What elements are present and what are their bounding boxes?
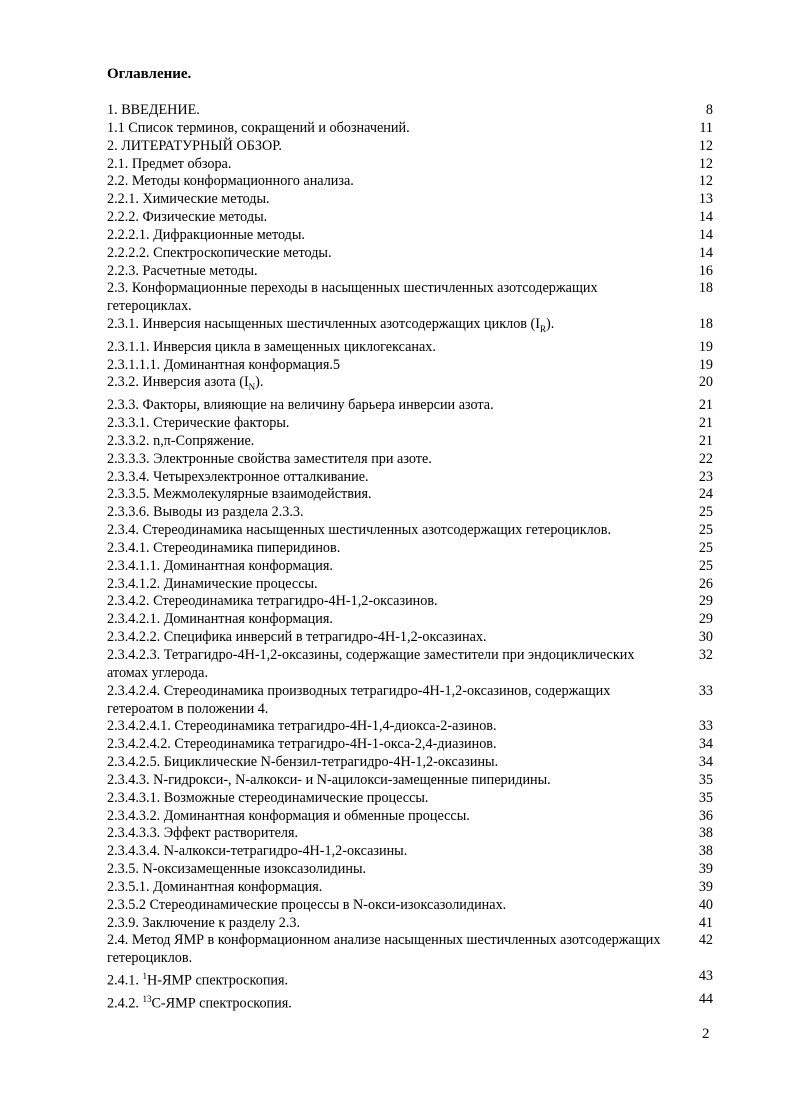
toc-entry-title: 2.2.2.2. Спектроскопические методы. [107, 244, 332, 261]
toc-entry-page: 18 [698, 280, 713, 297]
toc-entry-page: 35 [698, 771, 713, 788]
toc-entry [107, 593, 713, 611]
toc-entry-page: 38 [698, 825, 713, 842]
toc-entry-page: 12 [698, 137, 713, 154]
page-number: 2 [702, 1026, 710, 1042]
toc-entry [107, 280, 713, 316]
toc-entry [107, 718, 713, 736]
toc-entry-title: 2.3.4.2.4.2. Стереодинамика тетрагидро-4Н-1-окса-2,4-диазинов. [107, 736, 497, 753]
toc-entry [107, 576, 713, 594]
toc-entry [107, 736, 713, 754]
toc-entry-title: 2.3.4.3.3. Эффект растворителя. [107, 825, 299, 842]
toc-entry-page: 38 [698, 843, 713, 860]
toc-entry-title: 2.4.2. $^{13}$С-ЯМР спектроскопия. [107, 993, 292, 1012]
toc-entry [107, 915, 713, 933]
toc-entry-page: 14 [698, 209, 713, 226]
toc-entry [107, 469, 713, 487]
toc-entry-title: 2.3.1. Инверсия насыщенных шестичленных азотсодержащих циклов $(I_R)$. [107, 316, 555, 334]
toc-entry-page: 33 [698, 718, 713, 735]
toc-entry [107, 611, 713, 629]
toc-heading: Оглавление. [107, 66, 192, 82]
toc-entry-page: 25 [698, 557, 713, 574]
toc-entry-title: 2.2.1. Химические методы. [107, 191, 270, 208]
toc-entry [107, 683, 713, 719]
toc-entry-title: 2.3.4.2. Стереодинамика тетрагидро-4Н-1,2-оксазинов. [107, 593, 438, 610]
toc-entry-page: 40 [698, 896, 713, 913]
toc-entry [107, 486, 713, 504]
toc-entry [107, 879, 713, 897]
toc-entry [107, 843, 713, 861]
toc-entry-title: 2.3.3. Факторы, влияющие на величину барьера инверсии азота. [107, 397, 494, 414]
toc-entry-title: 2.3.4.2.4.1. Стереодинамика тетрагидро-4Н-1,4-диокса-2-азинов. [107, 718, 497, 735]
toc-entry-page: 13 [698, 191, 713, 208]
toc-entry [107, 156, 713, 174]
toc-entry-title: 2.3.5.1. Доминантная конформация. [107, 878, 323, 895]
toc-entry [107, 173, 713, 191]
toc-entry [107, 102, 713, 120]
toc-entry-title: 2.3.4.2.1. Доминантная конформация. [107, 611, 333, 628]
toc-entry [107, 647, 713, 683]
toc-entry-title: 2.3.4.3. N-гидрокси-, N-алкокси- и N-ацилокси-замещенные пиперидины. [107, 771, 551, 788]
table-of-contents [107, 102, 713, 1013]
toc-entry-page: 35 [698, 789, 713, 806]
toc-entry-title: 2.3.4.1.1. Доминантная конформация. [107, 557, 333, 574]
toc-entry-page: 21 [698, 397, 713, 414]
toc-entry-page: 43 [698, 968, 713, 985]
toc-entry-title: 2.3.4.3.2. Доминантная конформация и обменные процессы. [107, 807, 470, 824]
toc-entry-page: 26 [698, 575, 713, 592]
toc-entry [107, 138, 713, 156]
toc-entry-page: 39 [698, 878, 713, 895]
toc-entry [107, 263, 713, 281]
toc-entry-page: 24 [698, 486, 713, 503]
toc-entry-title: 1.1 Список терминов, сокращений и обозначений. [107, 119, 410, 136]
toc-entry [107, 772, 713, 790]
toc-entry [107, 808, 713, 826]
toc-entry-page: 21 [698, 432, 713, 449]
toc-entry [107, 415, 713, 433]
toc-entry [107, 540, 713, 558]
toc-entry-page: 34 [698, 754, 713, 771]
toc-entry [107, 932, 713, 968]
toc-entry-page: 44 [698, 990, 713, 1007]
toc-entry-title: 2.3.3.2. n,π-Сопряжение. [107, 432, 255, 449]
toc-entry-title: 2. ЛИТЕРАТУРНЫЙ ОБЗОР. [107, 137, 282, 154]
toc-entry-title: 2.3.3.4. Четырехэлектронное отталкивание. [107, 468, 369, 485]
toc-entry [107, 120, 713, 138]
toc-entry [107, 433, 713, 451]
toc-entry-page: 18 [698, 316, 713, 333]
toc-entry-title: 2.3.4.2.5. Бициклические N-бензил-тетрагидро-4Н-1,2-оксазины. [107, 754, 499, 771]
toc-entry [107, 825, 713, 843]
toc-entry-page: 42 [698, 932, 713, 949]
toc-entry-title: 2.2.3. Расчетные методы. [107, 262, 258, 279]
toc-entry [107, 790, 713, 808]
toc-entry [107, 522, 713, 540]
toc-entry-page: 29 [698, 611, 713, 628]
toc-entry-title: 2.3.3.5. Межмолекулярные взаимодействия. [107, 486, 372, 503]
toc-entry [107, 558, 713, 576]
toc-entry [107, 209, 713, 227]
toc-entry [107, 339, 713, 357]
toc-entry-page: 19 [698, 338, 713, 355]
toc-entry-title: 2.3.3.6. Выводы из раздела 2.3.3. [107, 504, 304, 521]
toc-entry [107, 504, 713, 522]
toc-entry-title: 2.4. Метод ЯМР в конформационном анализе насыщенных шестичленных азотсодержащих гетероциклов. [107, 932, 661, 967]
toc-entry-page: 33 [698, 682, 713, 699]
toc-entry-title: 2.1. Предмет обзора. [107, 155, 232, 172]
toc-entry [107, 374, 713, 397]
toc-entry-page: 25 [698, 539, 713, 556]
toc-entry-page: 32 [698, 646, 713, 663]
toc-entry-page: 29 [698, 593, 713, 610]
toc-entry-title: 2.3.2. Инверсия азота $(I_N)$. [107, 374, 264, 393]
toc-entry-page: 25 [698, 522, 713, 539]
toc-entry-title: 2.3.4.3.1. Возможные стереодинамические процессы. [107, 789, 429, 806]
toc-entry-page: 23 [698, 468, 713, 485]
toc-entry-page: 22 [698, 450, 713, 467]
toc-entry [107, 397, 713, 415]
toc-entry-title: 2.3.4.2.4. Стереодинамика производных тетрагидро-4Н-1,2-оксазинов, содержащих гетероатом в положении 4. [107, 682, 611, 717]
toc-entry-page: 12 [698, 173, 713, 190]
toc-entry-page: 8 [705, 102, 713, 118]
toc-entry-page: 21 [698, 415, 713, 431]
toc-entry [107, 968, 713, 991]
toc-entry-title: 2.2.2. Физические методы. [107, 209, 268, 226]
toc-entry-title: 1. ВВЕДЕНИЕ. [107, 102, 200, 118]
toc-entry [107, 227, 713, 245]
toc-entry-title: 2.3.4.1.2. Динамические процессы. [107, 575, 318, 592]
toc-entry-page: 25 [698, 504, 713, 521]
toc-entry-page: 14 [698, 226, 713, 243]
toc-entry-title: 2.3.9. Заключение к разделу 2.3. [107, 914, 301, 931]
toc-entry-page: 19 [698, 356, 713, 373]
toc-entry-title: 2.3. Конформационные переходы в насыщенных шестичленных азотсодержащих гетероциклах. [107, 280, 598, 315]
toc-entry-title: 2.3.3.3. Электронные свойства заместителя при азоте. [107, 450, 432, 467]
toc-entry-title: 2.3.1.1.1. Доминантная конформация.5 [107, 356, 341, 373]
toc-entry-page: 30 [698, 629, 713, 646]
toc-entry [107, 357, 713, 375]
toc-entry [107, 897, 713, 915]
toc-entry-title: 2.3.3.1. Стерические факторы. [107, 415, 290, 431]
toc-entry-page: 20 [698, 374, 713, 391]
toc-entry [107, 191, 713, 209]
toc-entry-title: 2.3.4.3.4. N-алкокси-тетрагидро-4Н-1,2-оксазины. [107, 843, 408, 860]
toc-entry [107, 629, 713, 647]
toc-entry-page: 36 [698, 807, 713, 824]
toc-entry [107, 861, 713, 879]
toc-entry-title: 2.3.5.2 Стереодинамические процессы в N-окси-изоксазолидинах. [107, 896, 507, 913]
toc-entry [107, 754, 713, 772]
toc-entry-title: 2.3.4. Стереодинамика насыщенных шестичленных азотсодержащих гетероциклов. [107, 522, 612, 539]
toc-entry-page: 39 [698, 861, 713, 878]
toc-entry-page: 41 [698, 914, 713, 931]
toc-entry-page: 34 [698, 736, 713, 753]
toc-entry [107, 245, 713, 263]
toc-entry-title: 2.3.5. N-оксизамещенные изоксазолидины. [107, 861, 367, 878]
toc-entry-title: 2.3.4.1. Стереодинамика пиперидинов. [107, 539, 341, 556]
toc-entry-page: 16 [698, 262, 713, 279]
toc-entry-title: 2.3.1.1. Инверсия цикла в замещенных циклогексанах. [107, 338, 436, 355]
toc-entry-title: 2.2.2.1. Дифракционные методы. [107, 226, 305, 243]
toc-entry-title: 2.3.4.2.2. Специфика инверсий в тетрагидро-4Н-1,2-оксазинах. [107, 629, 487, 646]
toc-entry-page: 12 [698, 155, 713, 172]
toc-entry-title: 2.2. Методы конформационного анализа. [107, 173, 354, 190]
toc-entry-page: 11 [699, 119, 713, 136]
toc-entry [107, 451, 713, 469]
toc-entry [107, 991, 713, 1014]
toc-entry [107, 316, 713, 339]
toc-entry-page: 14 [698, 244, 713, 261]
toc-entry-title: 2.3.4.2.3. Тетрагидро-4Н-1,2-оксазины, содержащие заместители при эндоциклических атомах углерода. [107, 646, 635, 681]
toc-entry-title: 2.4.1. $^1$Н-ЯМР спектроскопия. [107, 971, 289, 989]
